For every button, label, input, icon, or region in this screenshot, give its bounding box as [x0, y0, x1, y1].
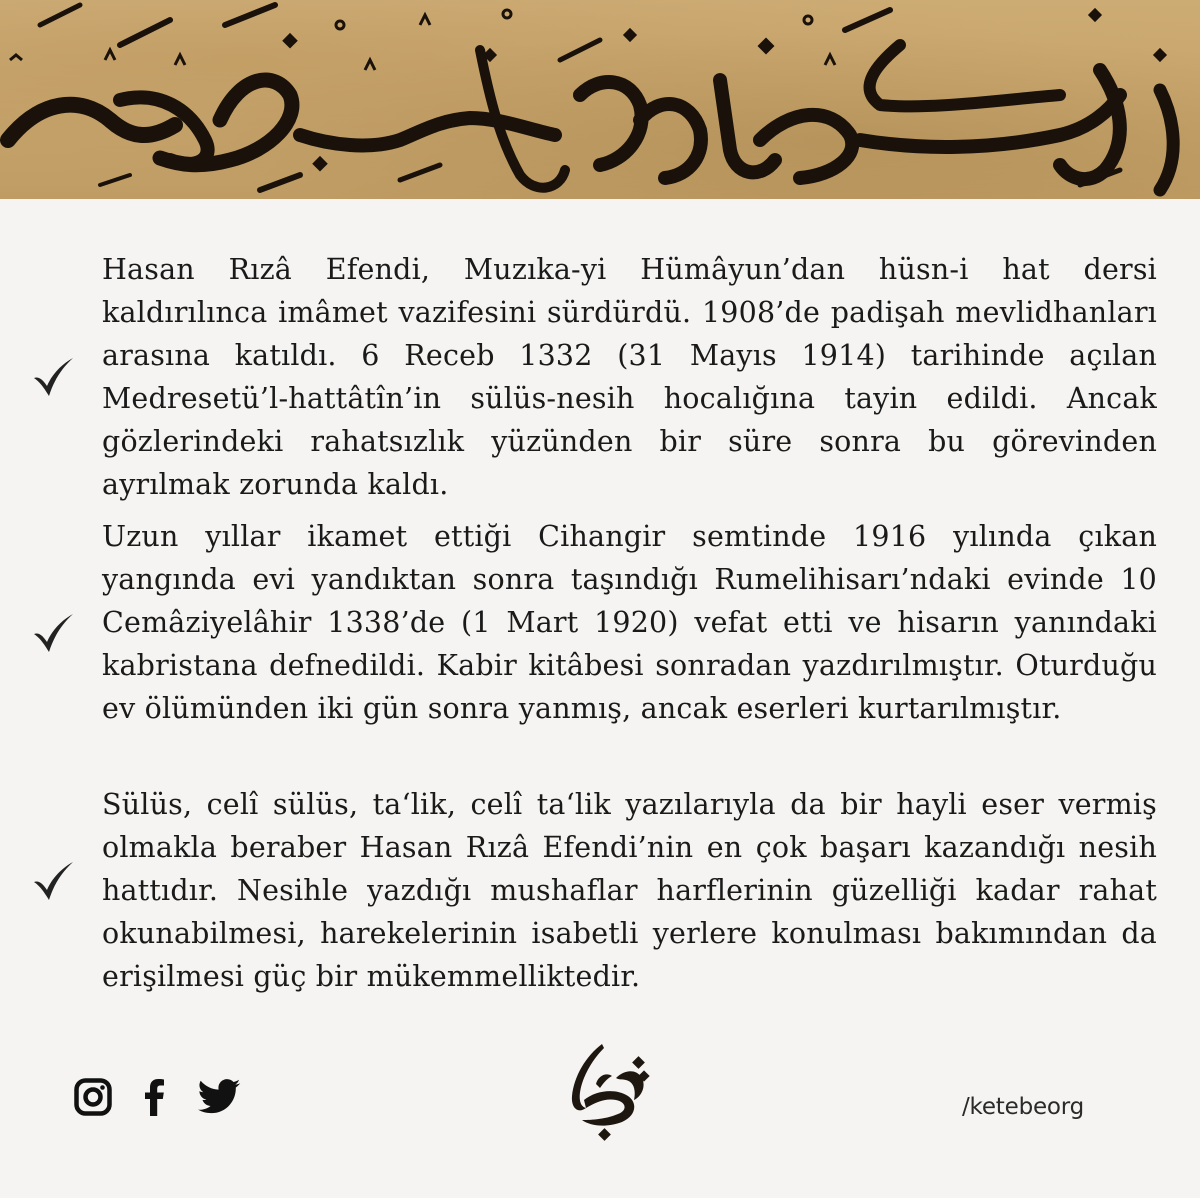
- checkmark-icon: [30, 610, 76, 656]
- instagram-icon[interactable]: [74, 1078, 112, 1118]
- social-handle[interactable]: /ketebeorg: [962, 1094, 1085, 1120]
- checkmark-icon: [30, 858, 76, 904]
- paragraph-3: Sülüs, celî sülüs, ta‘lik, celî ta‘lik yazılarıyla da bir hayli eser vermiş olmakla beraber Hasan Rızâ Efendi’nin en çok başarı kazandığı nesih hattıdır. Nesihle yazdığı mushaflar harflerinin güzelliği kadar rahat okunabilmesi, harekelerinin isabetli yerlere konulması bakımından da erişilmesi güç bir mükemmelliktedir.: [102, 788, 1157, 993]
- header-calligraphy-image: [0, 0, 1200, 199]
- facebook-icon[interactable]: [143, 1078, 167, 1118]
- ketebe-logo: [556, 1038, 656, 1147]
- paragraph-2: Uzun yıllar ikamet ettiği Cihangir semtinde 1916 yılında çıkan yangında evi yandıktan sonra taşındığı Rumelihisarı’ndaki evinde 10 Cemâziyelâhir 1338’de (1 Mart 1920) vefat etti ve hisarın yanındaki kabristana defnedildi. Kabir kitâbesi sonradan yazdırılmıştır. Oturduğu ev ölümünden iki gün sonra yanmış, ancak eserleri kurtarılmıştır.: [102, 520, 1157, 725]
- checkmark-icon: [30, 354, 76, 400]
- calligraphy-artwork: [0, 0, 1200, 199]
- twitter-icon[interactable]: [198, 1078, 241, 1118]
- paragraph-1: Hasan Rızâ Efendi, Muzıka-yi Hümâyun’dan hüsn-i hat dersi kaldırılınca imâmet vazifesini sürdürdü. 1908’de padişah mevlidhanları arasına katıldı. 6 Receb 1332 (31 Mayıs 1914) tarihinde açılan Medresetü’l-hattâtîn’in sülüs-nesih hocalığına tayin edildi. Ancak gözlerindeki rahatsızlık yüzünden bir süre sonra bu görevinden ayrılmak zorunda kaldı.: [102, 253, 1157, 501]
